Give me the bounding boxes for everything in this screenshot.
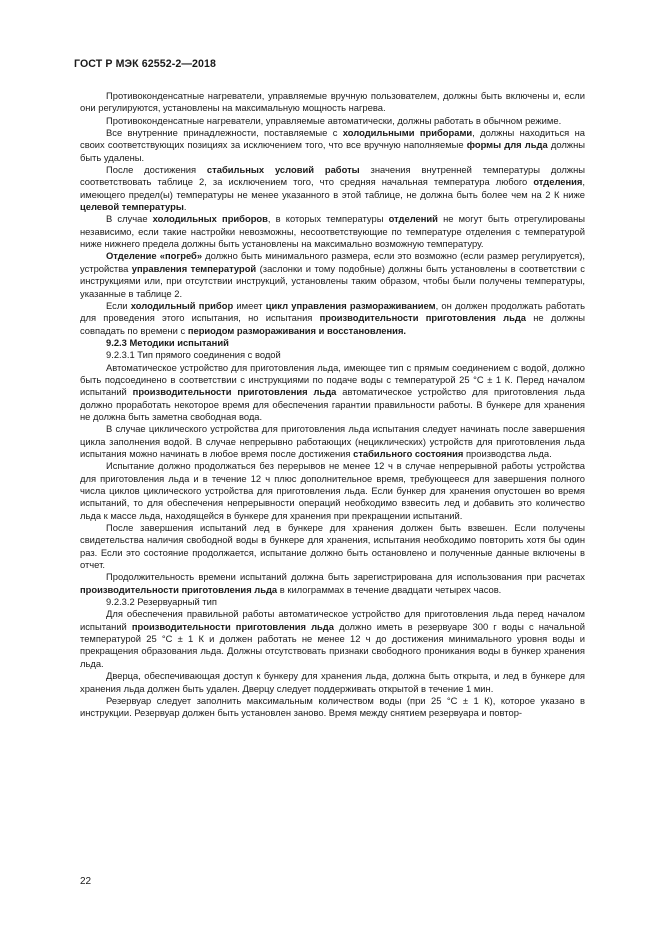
text-run: (заслонки и тому подобные) должны быть установлены в соответствии с инструкциями или, при отсутствии инструкций, установлены таким образом, чтобы были получены температуры, указанные в таблице 2. [80,262,585,299]
paragraph [80,460,585,522]
bold-term: периодом размораживания и восстановления. [187,324,407,336]
text-run: , он должен продолжать работать для проведения этого испытания, но испытания [80,299,585,324]
paragraph [80,608,585,670]
text-run: должны быть удалены. [80,139,585,163]
bold-term: производительности приготовления льда [131,620,334,632]
bold-term: целевой температуры [80,201,184,213]
bold-term: стабильного состояния [353,447,464,459]
text-run: имеет [233,299,266,311]
text-run: значения внутренней температуры должны соответствовать таблице 2, за исключением того, что средняя начальная температура любого [80,164,585,188]
bold-term: цикл управления размораживанием [265,299,436,311]
paragraph [80,300,585,337]
paragraph [80,213,585,250]
text-run: в килограммах в течение двадцати четырех часов. [277,583,502,595]
text-run: Для обеспечения правильной работы автоматическое устройство для приготовления льда перед началом испытаний [80,608,585,632]
bold-term: холодильных приборов [152,213,268,225]
text-run: , в которых температуры [267,213,389,225]
paragraph [80,164,585,213]
paragraph [80,596,585,608]
paragraph [80,670,585,695]
text-run: должно иметь в резервуаре 300 г воды с начальной температурой 25 °С ± 1 К и должен работать не менее 12 ч до достижения минимального уровня воды и прекращения образования льда. Должны отсутствовать признаки свободного проникания воды в бункер хранения льда. [80,620,585,669]
text-run: Противоконденсатные нагреватели, управляемые вручную пользователем, должны быть включены и, если они регулируются, установлены на максимальную мощность нагрева. [80,90,585,114]
bold-term: Отделение «погреб» [106,250,203,262]
paragraph [80,349,585,361]
text-run: 9.2.3.2 Резервуарный тип [106,596,217,608]
paragraph [80,571,585,596]
text-run: должно быть минимального размера, если это возможно (если размер регулируется), устройства [80,250,585,274]
bold-term: производительности приготовления льда [319,312,527,324]
text-run: Продолжительность времени испытаний должна быть зарегистрирована для использования при расчетах [106,571,585,583]
bold-term: холодильными приборами [342,127,473,139]
paragraph [80,127,585,164]
text-run: В случае циклического устройства для приготовления льда испытания следует начинать после завершения цикла заполнения водой. В случае непрерывно работающих (нециклических) устройств для приготовления льда испытания можно начинать в любое время после достижения [80,423,585,459]
bold-term: стабильных условий работы [206,164,360,176]
text-run: , должны находиться на своих соответствующих позициях за исключением того, что все вручную наполняемые [80,127,586,151]
text-run: В случае [106,213,153,225]
paragraph [80,250,585,299]
bold-term: отделений [388,213,438,225]
text-run: После достижения [106,164,207,176]
paragraph [80,423,585,460]
paragraph [80,90,585,115]
paragraph [80,115,585,127]
bold-term: холодильный прибор [130,299,234,311]
text-run: производства льда. [463,447,552,459]
text-run: После завершения испытаний лед в бункере для хранения должен быть взвешен. Если получены свидетельства наличия свободной воды в бункере для хранения, испытания необходимо повторить хотя бы один раз. Если это состояние продолжается, испытание должно быть остановлено и полученные данные включены в отчет. [80,522,585,571]
paragraph [80,362,585,424]
paragraph [80,695,585,720]
paragraph [80,522,585,571]
bold-term: управления температурой [131,262,257,274]
text-run: Резервуар следует заполнить максимальным количеством воды (при 25 °С ± 1 К), которое указано в инструкции. Резервуар должен быть установлен заново. Время между снятием резервуара и повтор- [80,694,585,719]
bold-term: производительности приготовления льда [80,583,278,595]
bold-term: отделения [533,176,583,188]
text-run: Если [106,299,131,311]
page-number: 22 [80,876,92,887]
text-run: автоматическое устройство для приготовления льда должно проработать некоторое время для обеспечения гарантии правильности работы. В бункере для хранения не должна быть заметна свободная вода. [80,386,585,422]
text-run: Испытание должно продолжаться без перерывов не менее 12 ч в случае непрерывной работы устройства для приготовления льда и в течение 12 ч плюс дополнительное время, требующееся для завершения полного числа циклов циклического устройства для приготовления льда. Если бункер для хранения опустошен во время испытаний, то для обеспечения непрерывности операций необходимо взвесить лед и добавить это количество льда к массе льда, находящейся в бункере для хранения при прекращении испытаний. [80,460,585,521]
page-header: ГОСТ Р МЭК 62552-2—2018 [74,58,217,70]
text-run: . [183,201,187,213]
text-run: , имеющего предел(ы) температуры не менее указанного в этой таблице, не должна быть более чем на 2 К ниже [80,176,585,200]
bold-term: формы для льда [466,139,548,151]
text-run: не должны совпадать по времени с [80,312,585,336]
text-run: Дверца, обеспечивающая доступ к бункеру для хранения льда, должна быть открыта, и лед в бункере для хранения льда должен быть удален. Дверцу следует поддерживать открытой в течение 1 мин. [80,670,585,694]
text-run: Автоматическое устройство для приготовления льда, имеющее тип с прямым соединением с водой, должно быть подсоединено в соответствии с инструкциями по подаче воды с температурой 25 °С ± 1 К. Перед началом испытаний [80,361,585,398]
text-run: 9.2.3 Методики испытаний [106,336,229,348]
bold-term: производительности приготовления льда [132,386,337,398]
text-run: 9.2.3.1 Тип прямого соединения с водой [106,349,281,361]
document-body [80,90,585,720]
text-run: Противоконденсатные нагреватели, управляемые автоматически, должны работать в обычном режиме. [106,114,562,126]
text-run: не могут быть отрегулированы независимо, если такие настройки невозможны, несоответствующие по температуре отделения с температурой ниже нижнего предела должны быть установлены на максимально возможную температуру. [80,213,585,250]
text-run: Все внутренние принадлежности, поставляемые с [106,127,343,139]
section-heading [80,337,585,349]
